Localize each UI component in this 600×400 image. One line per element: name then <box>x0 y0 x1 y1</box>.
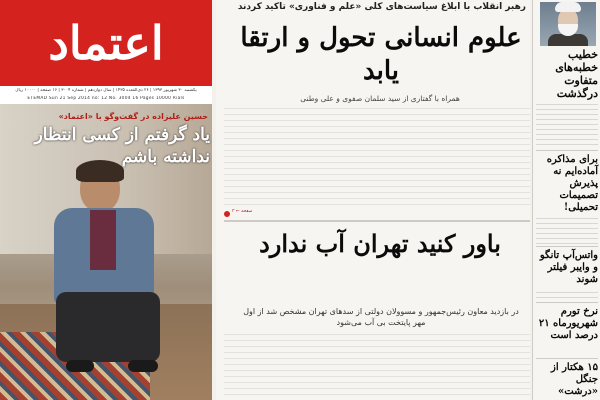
issue-info-strip <box>0 86 212 105</box>
sidebar-separator <box>536 246 598 247</box>
page-reference-bullet <box>224 211 230 217</box>
sidebar-headline-2: برای مذاکره آماده‌ایم نه پذیرش تصمیمات تحمیلی! <box>546 154 598 213</box>
issue-info-persian: یکشنبه ۳۰ شهریور ۱۳۹۳ | ۲۶ ذی‌القعده ۱۴۳۵ | سال دوازدهم | شماره ۳۰۰۴ | ۱۶ صفحه | ۱۰۰۰۰ ریال <box>15 88 197 93</box>
sidebar-headline-4: نرخ تورم شهریورماه ۲۱ درصد است <box>538 306 598 341</box>
lead-story-text-lines <box>224 108 530 208</box>
sidebar-separator <box>536 150 598 151</box>
sidebar-text-2 <box>536 218 598 244</box>
page-reference-note: ۳ ← صفحه <box>232 209 253 214</box>
photo-story-headline: یاد گرفتم از کسی انتظار نداشته باشم <box>34 125 210 167</box>
person-pants <box>56 292 160 362</box>
second-story-headline: باور کنید تهران آب ندارد <box>259 229 501 258</box>
person-shoe-left <box>66 360 94 372</box>
lead-story-kicker: رهبر انقلاب با ابلاغ سیاست‌های کلی «علم و فناوری» تاکید کردند <box>237 2 526 12</box>
lead-story-byline: همراه با گفتاری از سید سلمان صفوی و علی وطنی <box>300 94 460 103</box>
portrait-turban <box>555 2 581 12</box>
second-story-subhead: در بازدید معاون رئیس‌جمهور و مسوولان دولتی از سدهای تهران مشخص شد از اول مهر پایتخت بی آب می‌شود <box>243 307 519 327</box>
sidebar-separator <box>536 358 598 359</box>
second-story-body <box>224 334 530 400</box>
lead-story-body <box>224 108 530 218</box>
masthead <box>0 0 212 86</box>
photo-story-kicker: حسین علیزاده در گفت‌وگو با «اعتماد» <box>58 112 208 121</box>
section-divider <box>224 220 530 222</box>
sidebar-portrait <box>540 2 596 46</box>
photo-person <box>44 164 184 400</box>
person-shoe-right <box>128 360 158 372</box>
sidebar-headline-1: خطیب خطبه‌های متفاوت درگذشت <box>555 48 598 100</box>
sidebar-text-3 <box>536 292 598 300</box>
sidebar-headline-5: ۱۵ هکتار از جنگل «درشت» <box>550 362 598 397</box>
sidebar-text-1 <box>536 104 598 146</box>
issue-info-english: ETEMAD Sun 21 Sep 2014 no: 12 No. 3004 16 Pages 10000 Rials <box>27 96 185 101</box>
sidebar-separator <box>536 302 598 303</box>
person-shirt <box>90 210 116 270</box>
sidebar-headline-3: واتس‌آپ تانگو و وایبر فیلتر شوند <box>539 250 598 285</box>
lead-story-headline: علوم انسانی تحول و ارتقا یابد <box>240 23 522 86</box>
newspaper-logo: اعتماد <box>48 16 164 70</box>
